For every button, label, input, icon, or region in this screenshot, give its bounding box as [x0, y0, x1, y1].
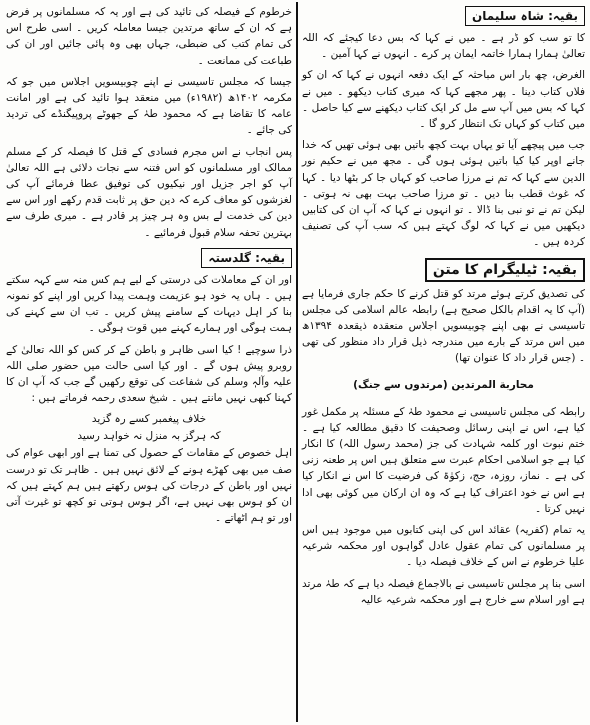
paragraph: پس انجاب نے اس مجرم فسادی کے قتل کا فیصلہ کر کے مسلم ممالک اور مسلمانوں کو اس فتنہ سے نجات دلائی ہے اللہ تعالیٰ آپ کو اجر جزیل اور نیکیوں کی توفیق عطا فرمائے آپ کی لغزشوں کو معاف کرے کہ دین حق پر ثابت قدم رکھے اور اس سے دین کی خدمت لے بس وہ ہر چیز پر قادر ہے ۔ میری طرف سے بہترین تحفہ سلام قبول فرمائیے ۔: [6, 145, 292, 239]
heading-guldasta: بقیہ: گلدستہ: [201, 248, 292, 268]
paragraph: اہل خصوص کے مقامات کے حصول کی تمنا ہے اور ابھی عوام کی صف میں بھی کھڑے ہونے کے لائق نہیں ہیں ۔ ظاہر تک تو درست نہیں اور باطن کے درجات کی ہوس رکھتے ہیں ہم کہتے ہیں کہ ان کو ہوس بھی نہیں ہے، اگر ہوس ہوتی تو کچھ تو غیرت آتی اور تو ہم اٹھاتے ۔: [6, 447, 292, 525]
paragraph: اسی بنا پر مجلس تاسیسی نے بالاجماع فیصلہ دیا ہے کہ طہٰ مرتد ہے اور اسلام سے خارج ہے اور محکمہ شرعیہ عالیہ: [302, 577, 585, 606]
paragraph: ذرا سوچیے ! کیا اسی ظاہر و باطن کے کر کس کو اللہ تعالیٰ کے روبرو پیش ہوں گے ۔ اور کیا اسی حالت میں حضور صلی اللہ علیہ وآلہٖ وسلم کی شفاعت کی توقع رکھیں گے جب کہ آپ ان کا کہنا کبھی نہیں مانتے ہیں ۔ شیخ سعدی رحمہ فرماتے ہیں :: [6, 343, 292, 405]
paragraph: کا تو سب کو ڈر ہے ۔ میں نے کہا کہ بس دعا کیجئے کہ اللہ تعالیٰ ہمارا ہمارا خاتمہ ایمان پر کرے ۔ انہوں نے کہا آمین ۔: [302, 32, 585, 61]
paragraph: الغرض، چھ بار اس مباحثہ کے ایک دفعہ انہوں نے کہا کہ ان کو فلاں کتاب دینا ۔ پھر مجھے کہا کہ میری کتاب دیکھو ۔ میں نے کہا کہ بس میں آپ سے مل کر ایک کتاب دیکھنے سے کیا حاصل ۔ میں کتاب کو کہاں تک انتظار کرو گا ۔: [302, 69, 585, 131]
paragraph: جب میں پیچھے آیا تو یہاں بہت کچھ باتیں بھی ہوئی تھیں کہ خدا جانے اوپر کیا کیا باتیں ہوئی ہوں گی ۔ مجھ میں نے حکیم نور الدین سے کہا کہ تم نے مرزا صاحب کو کہاں جا کر بٹھا دیا ۔ کہا کہ غوث قطب بنا دیں ۔ تو مرزا صاحب بہت بھی نہ ہوتی ۔ لیکن تم نے تو نبی بنا ڈالا ۔ تو انہوں نے کہا کہ آپ ان کی کتابیں دیکھیں میں نے کہا کہ لوگ کہتے ہیں کہ سب آپ کی تصنیف کردہ ہیں ۔: [302, 139, 585, 249]
paragraph: جیسا کہ مجلس تاسیسی نے اپنے چوبیسویں اجلاس میں جو کہ مکرمہ ۱۴۰۲ھ (۱۹۸۲ء) میں منعقد ہوا تائید کی ہے اور امانت عامہ کا تقاضا ہے کہ محمود طہٰ کے جھوٹے پروپیگنڈے کی تردید کی جائے ۔: [6, 75, 292, 137]
right-column: [302, 4, 585, 613]
heading-telegram-text: بقیہ: ٹیلیگرام کا متن: [425, 258, 585, 282]
heading-shah-sulaiman: بقیہ: شاہ سلیمان: [465, 6, 585, 26]
paragraph: رابطہ کی مجلس تاسیسی نے محمود طہٰ کے مسئلہ پر مکمل غور کیا ہے، اس نے اپنی رسائل وصحیفت کا دقیق مطالعہ کیا ہے ۔ ختم نبوت اور کلمہ شہادت کی جز (محمد رسول اللہ) کا انکار کیا ہے جو اسلامی احکام عبرت سے متعلق ہیں اس پر طعنہ زنی کی ہے ۔ نماز، روزہ، حج، زکوٰۃ کی فرضیت کا اس نے انکار کیا ہے اس نے خود اعتراف کیا ہے کہ وہ ان ارکان میں کوئی بھی ادا نہیں کرتا ۔: [302, 405, 585, 515]
column-divider: [296, 2, 298, 722]
left-column: [6, 4, 292, 531]
verse-line: خلاف پیغمبر کسے رہ گزید: [91, 413, 207, 426]
paragraph: یہ تمام (کفریہ) عقائد اس کی اپنی کتابوں میں موجود ہیں اس پر مسلمانوں کی تمام عقول عادل گواہوں اور محکمہ شرعیہ علیا خرطوم نے اس کے خلاف فیصلہ دیا ۔: [302, 524, 585, 569]
verse-line: کہ ہرگز بہ منزل نہ خواہد رسید: [77, 430, 221, 443]
paragraph: خرطوم کے فیصلہ کی تائید کی ہے اور یہ کہ مسلمانوں پر فرض ہے کہ ان کے ساتھ مرتدین جیسا معاملہ کریں ۔ اسی طرح اس کی تمام کتب کی ضبطی، جہاں بھی وہ پائی جائیں اور ان کی طباعت کی ممانعت ۔: [6, 6, 292, 67]
paragraph: کی تصدیق کرتے ہوئے مرتد کو قتل کرنے کا حکم جاری فرمایا ہے (آپ کا یہ اقدام بالکل صحیح ہے) رابطہ عالم اسلامی کی مجلس تاسیسی نے بھی اپنے چوبیسویں اجلاس منعقدہ ذیقعدہ ۱۳۹۴ھ میں اس مرتد کے بارے میں مندرجہ ذیل قرار داد منظور کی تھی ۔ (جس قرار داد کا عنوان تھا): [302, 287, 585, 365]
resolution-title: محاربة المرتدین (مرتدوں سے جنگ): [353, 379, 534, 392]
paragraph: اور ان کے معاملات کی درستی کے لیے ہم کس منہ سے کہہ سکتے ہیں ۔ ہاں یہ خود ہو عزیمت وہمت پیدا کریں اور اپنے کو نمونہ بنا کر اہل دیہات کے سامنے پیش کریں ۔ تب ان سے کہنے کی ہمت ہوگی اور ہمارے کہنے میں قوت ہوگی ۔: [6, 273, 292, 335]
